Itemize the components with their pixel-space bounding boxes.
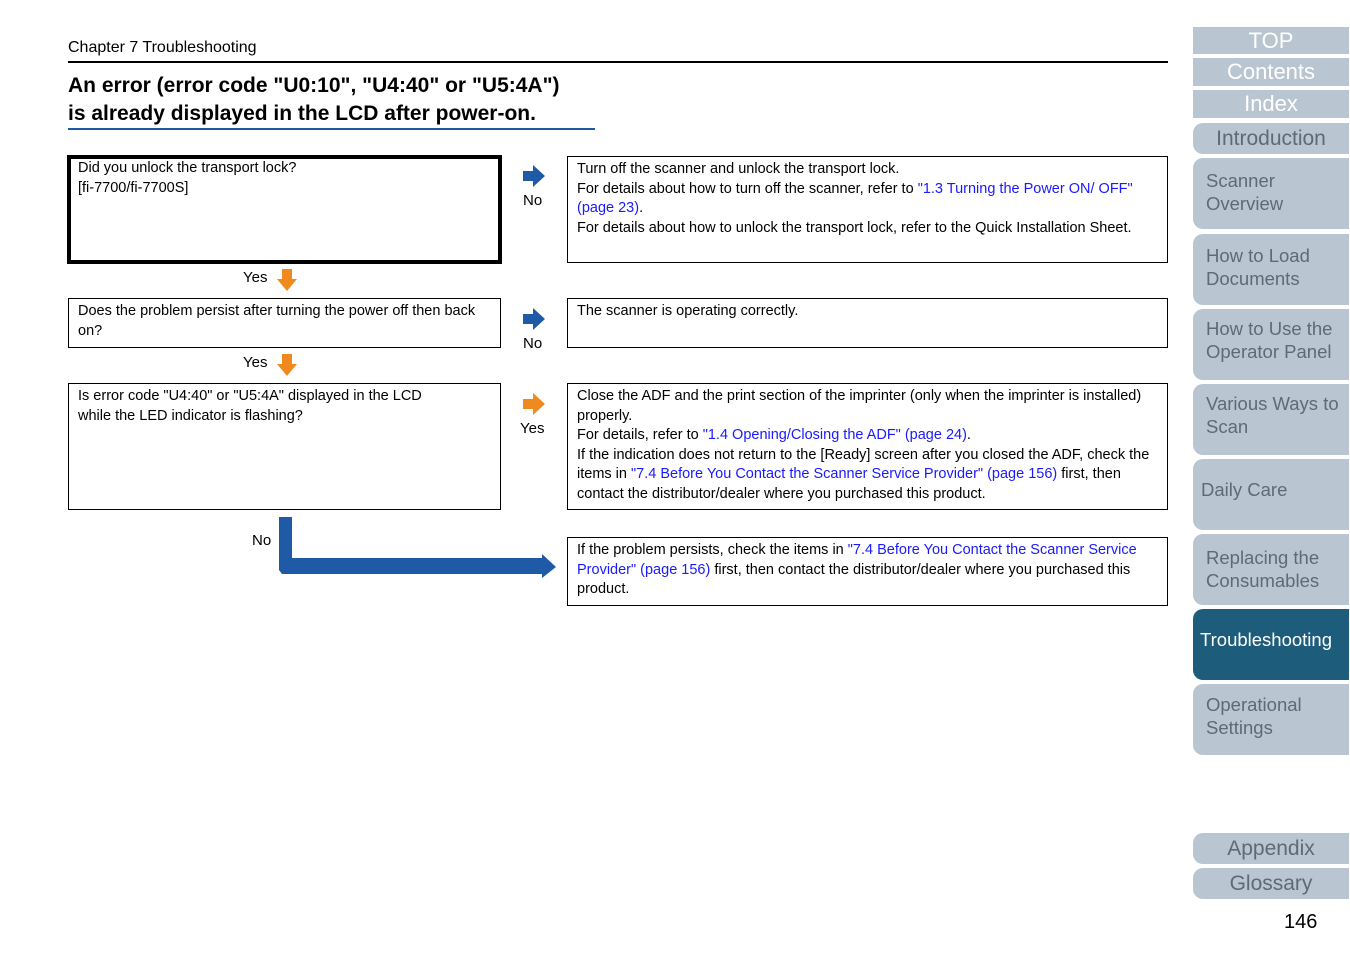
- page-title: [68, 72, 560, 128]
- page-title-line1: An error (error code "U0:10", "U4:40" or "U5:4A"): [68, 74, 560, 97]
- link-before-contact-service-provider[interactable]: "7.4 Before You Contact the Scanner Service Provider" (page 156): [631, 466, 1058, 482]
- nav-various-ways-to-scan[interactable]: [1193, 384, 1349, 455]
- no-path-arrow-icon: [278, 516, 558, 578]
- title-underline: [68, 128, 595, 130]
- answer-unlock-transport-lock: [567, 156, 1168, 263]
- chapter-header: Chapter 7 Troubleshooting: [68, 39, 257, 56]
- answer-3-p1: Close the ADF and the print section of the imprinter (only when the imprinter is installed) properly.: [577, 388, 1142, 424]
- nav-replacing-consumables-label: Replacing the Consumables: [1206, 547, 1320, 591]
- nav-scanner-overview-label: Scanner Overview: [1206, 170, 1284, 214]
- nav-how-to-load-documents[interactable]: [1193, 234, 1349, 305]
- answer-4-text: If the problem persists, check the items in: [577, 542, 848, 558]
- nav-troubleshooting-label: Troubleshooting: [1200, 629, 1332, 650]
- nav-daily-care[interactable]: [1193, 459, 1349, 530]
- page-number: 146: [1284, 911, 1318, 933]
- nav-index-button[interactable]: Index: [1193, 90, 1349, 118]
- question-3-line1: Is error code "U4:40" or "U5:4A" displayed in the LCD: [78, 388, 422, 404]
- no-label-3: No: [252, 532, 272, 549]
- yes-label-3: Yes: [520, 420, 545, 437]
- answer-3-p2-text: For details, refer to: [577, 427, 703, 443]
- question-error-code-led-flashing: [68, 383, 501, 510]
- answer-3-p2-end: .: [966, 427, 971, 443]
- yes-down-arrow-icon: [276, 353, 298, 377]
- no-label-2: No: [523, 335, 543, 352]
- nav-troubleshooting[interactable]: [1193, 609, 1349, 680]
- answer-close-adf: [567, 383, 1168, 510]
- nav-top-button[interactable]: TOP: [1193, 27, 1349, 54]
- no-arrow-icon: [522, 164, 546, 188]
- page-title-line2: is already displayed in the LCD after power-on.: [68, 102, 536, 125]
- yes-arrow-icon: [522, 392, 546, 416]
- nav-replacing-consumables[interactable]: [1193, 534, 1349, 605]
- nav-various-ways-to-scan-label: Various Ways to Scan: [1206, 393, 1339, 437]
- nav-glossary[interactable]: Glossary: [1193, 868, 1349, 899]
- no-label-1: No: [523, 192, 543, 209]
- link-opening-closing-adf[interactable]: "1.4 Opening/Closing the ADF" (page 24): [702, 427, 967, 443]
- question-persist-after-restart: Does the problem persist after turning the power off then back on?: [68, 298, 501, 348]
- answer-3-p3-end: first, then contact the distributor/dealer where you purchased this product.: [577, 466, 1121, 502]
- answer-3-p2: [577, 426, 1158, 446]
- answer-3-p3: [577, 446, 1158, 505]
- answer-1-p2-text: For details about how to turn off the scanner, refer to: [577, 180, 918, 197]
- nav-how-to-use-operator-panel-label: How to Use the Operator Panel: [1206, 318, 1333, 362]
- no-arrow-icon: [522, 307, 546, 331]
- answer-1-p3: For details about how to unlock the transport lock, refer to the Quick Installation Sheet.: [577, 219, 1132, 236]
- nav-appendix[interactable]: Appendix: [1193, 833, 1349, 864]
- answer-4-end: first, then contact the distributor/dealer where you purchased this product.: [577, 561, 1131, 597]
- nav-how-to-use-operator-panel[interactable]: [1193, 309, 1349, 380]
- nav-contents-button[interactable]: Contents: [1193, 58, 1349, 86]
- yes-label-1: Yes: [243, 269, 268, 286]
- nav-operational-settings[interactable]: [1193, 684, 1349, 755]
- nav-how-to-load-documents-label: How to Load Documents: [1206, 245, 1310, 289]
- nav-scanner-overview[interactable]: [1193, 158, 1349, 229]
- nav-operational-settings-label: Operational Settings: [1206, 694, 1302, 738]
- answer-3-p3-text: If the indication does not return to the [Ready] screen after you closed the ADF, check the items in: [577, 446, 1150, 482]
- question-1-line1: Did you unlock the transport lock?: [78, 160, 297, 176]
- answer-1-p2-end: .: [639, 200, 644, 216]
- nav-introduction[interactable]: Introduction: [1193, 123, 1349, 154]
- link-before-contact-service-provider-2[interactable]: "7.4 Before You Contact the Scanner Service Provider" (page 156): [577, 542, 1137, 578]
- answer-1-p2: [577, 180, 1158, 219]
- answer-contact-dealer: [567, 537, 1168, 606]
- answer-1-p1: Turn off the scanner and unlock the transport lock.: [577, 161, 900, 177]
- question-transport-lock: [67, 155, 502, 264]
- question-1-line2: [fi-7700/fi-7700S]: [78, 179, 189, 196]
- link-turning-power-on-off[interactable]: "1.3 Turning the Power ON/ OFF" (page 23): [577, 180, 1133, 216]
- nav-daily-care-label: Daily Care: [1201, 479, 1288, 500]
- header-rule: [68, 61, 1168, 63]
- question-3-line2: while the LED indicator is flashing?: [78, 407, 303, 424]
- yes-label-2: Yes: [243, 354, 268, 371]
- yes-down-arrow-icon: [276, 268, 298, 292]
- answer-operating-correctly: The scanner is operating correctly.: [567, 298, 1168, 348]
